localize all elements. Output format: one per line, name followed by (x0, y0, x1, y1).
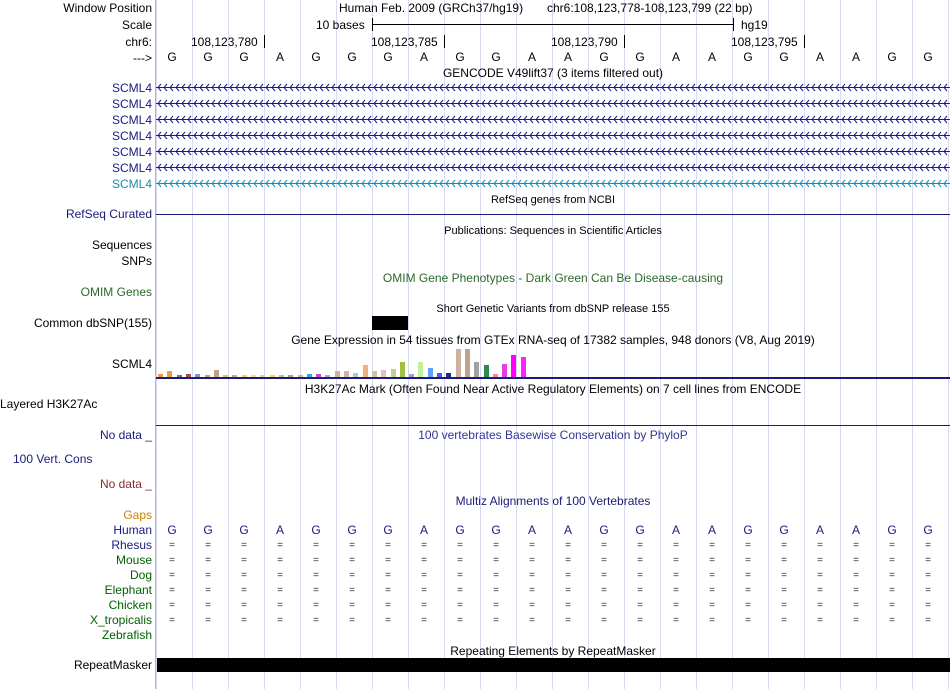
multiz-match-symbol: = (349, 570, 355, 581)
multiz-match-symbol: = (709, 585, 715, 596)
refseq-track-title: RefSeq genes from NCBI (490, 194, 616, 206)
multiz-match-symbol: = (349, 555, 355, 566)
multiz-match-symbol: = (817, 600, 823, 611)
gencode-gene-label[interactable]: SCML4 (111, 129, 152, 143)
base-letter: G (779, 50, 789, 64)
multiz-match-symbol: = (781, 570, 787, 581)
base-letter: A (707, 50, 716, 64)
multiz-match-symbol: = (313, 600, 319, 611)
gtex-tissue-bar[interactable] (391, 369, 396, 377)
multiz-match-symbol: = (493, 585, 499, 596)
ruler-position: 108,123,795 (731, 35, 798, 49)
multiz-match-symbol: = (781, 615, 787, 626)
gtex-tissue-bar[interactable] (511, 355, 516, 377)
multiz-match-symbol: = (169, 555, 175, 566)
multiz-match-symbol: = (817, 540, 823, 551)
multiz-match-symbol: = (709, 570, 715, 581)
gencode-gene-label[interactable]: SCML4 (111, 145, 152, 159)
multiz-match-symbol: = (925, 585, 931, 596)
gtex-tissue-bar[interactable] (465, 349, 470, 377)
multiz-match-symbol: = (781, 600, 787, 611)
multiz-gaps-label: Gaps (123, 508, 152, 522)
ruler-position: 108,123,790 (551, 35, 618, 49)
base-letter: A (527, 50, 536, 64)
repeatmasker-track-title: Repeating Elements by RepeatMasker (450, 644, 656, 658)
multiz-match-symbol: = (241, 570, 247, 581)
gtex-bar-chart[interactable] (156, 347, 950, 377)
multiz-match-symbol: = (313, 615, 319, 626)
multiz-match-symbol: = (853, 570, 859, 581)
multiz-match-symbol: = (529, 600, 535, 611)
multiz-match-symbol: = (457, 555, 463, 566)
multiz-match-symbol: = (889, 570, 895, 581)
multiz-human-base: G (455, 523, 465, 537)
multiz-match-symbol: = (709, 555, 715, 566)
repeatmasker-label[interactable]: RepeatMasker (73, 658, 152, 672)
gencode-gene-label[interactable]: SCML4 (111, 113, 152, 127)
multiz-match-symbol: = (853, 615, 859, 626)
multiz-match-symbol: = (565, 555, 571, 566)
multiz-species-label[interactable]: Elephant (104, 583, 152, 597)
multiz-match-symbol: = (421, 555, 427, 566)
multiz-match-symbol: = (277, 555, 283, 566)
multiz-species-label[interactable]: Zebrafish (101, 628, 152, 642)
multiz-human-base: A (563, 523, 572, 537)
multiz-match-symbol: = (169, 585, 175, 596)
omim-label[interactable]: OMIM Genes (80, 285, 152, 299)
base-letter: G (635, 50, 645, 64)
base-letter: G (239, 50, 249, 64)
multiz-species-label[interactable]: Mouse (115, 553, 152, 567)
h3k27ac-track-title: H3K27Ac Mark (Often Found Near Active Regulatory Elements) on 7 cell lines from ENCODE (304, 382, 802, 396)
multiz-match-symbol: = (529, 555, 535, 566)
multiz-match-symbol: = (781, 555, 787, 566)
gencode-gene-label[interactable]: SCML4 (111, 177, 152, 191)
multiz-match-symbol: = (745, 570, 751, 581)
multiz-species-label[interactable]: Dog (129, 568, 152, 582)
coordinate-text: chr6:108,123,778-108,123,799 (22 bp) (547, 1, 753, 15)
multiz-match-symbol: = (889, 555, 895, 566)
multiz-human-base: A (275, 523, 284, 537)
ruler-position: 108,123,780 (191, 35, 258, 49)
multiz-match-symbol: = (385, 570, 391, 581)
multiz-match-symbol: = (925, 600, 931, 611)
multiz-human-base: G (167, 523, 177, 537)
chrom-label: chr6: (125, 35, 152, 49)
multiz-human-base: G (887, 523, 897, 537)
multiz-match-symbol: = (457, 615, 463, 626)
multiz-match-symbol: = (277, 615, 283, 626)
base-letter: G (203, 50, 213, 64)
multiz-match-symbol: = (169, 615, 175, 626)
multiz-match-symbol: = (565, 540, 571, 551)
multiz-match-symbol: = (601, 555, 607, 566)
multiz-match-symbol: = (673, 555, 679, 566)
multiz-match-symbol: = (493, 570, 499, 581)
multiz-human-base: A (419, 523, 428, 537)
multiz-match-symbol: = (313, 555, 319, 566)
phylop-nodata-top: No data _ (99, 428, 152, 442)
base-letter: A (815, 50, 824, 64)
multiz-match-symbol: = (493, 615, 499, 626)
gencode-gene-label[interactable]: SCML4 (111, 161, 152, 175)
multiz-match-symbol: = (529, 540, 535, 551)
multiz-match-symbol: = (205, 570, 211, 581)
multiz-match-symbol: = (817, 570, 823, 581)
phylop-nodata-bottom: No data _ (99, 477, 152, 491)
gtex-tissue-bar[interactable] (363, 365, 368, 377)
ruler-position: 108,123,785 (371, 35, 438, 49)
multiz-match-symbol: = (385, 540, 391, 551)
base-letter: G (923, 50, 933, 64)
multiz-match-symbol: = (817, 585, 823, 596)
window-position-label: Window Position (63, 1, 152, 15)
multiz-match-symbol: = (565, 615, 571, 626)
multiz-species-label[interactable]: X_tropicalis (89, 613, 152, 627)
gencode-gene-line[interactable] (156, 163, 950, 172)
multiz-match-symbol: = (637, 585, 643, 596)
multiz-match-symbol: = (709, 600, 715, 611)
gtex-tissue-bar[interactable] (474, 362, 479, 377)
gencode-gene-line[interactable] (156, 83, 950, 92)
multiz-match-symbol: = (889, 615, 895, 626)
gencode-gene-line[interactable] (156, 99, 950, 108)
gencode-gene-line[interactable] (156, 131, 950, 140)
base-letter: A (851, 50, 860, 64)
multiz-match-symbol: = (349, 615, 355, 626)
h3k27ac-label[interactable]: Layered H3K27Ac (0, 397, 98, 411)
multiz-match-symbol: = (745, 600, 751, 611)
multiz-match-symbol: = (745, 540, 751, 551)
gencode-gene-line[interactable] (156, 115, 950, 124)
gtex-label[interactable]: SCML4 (111, 357, 152, 371)
multiz-match-symbol: = (853, 600, 859, 611)
gencode-gene-label[interactable]: SCML4 (111, 97, 152, 111)
multiz-match-symbol: = (709, 615, 715, 626)
base-letter: G (491, 50, 501, 64)
multiz-match-symbol: = (241, 615, 247, 626)
multiz-match-symbol: = (349, 585, 355, 596)
multiz-species-label[interactable]: Rhesus (111, 538, 152, 552)
base-letter: G (311, 50, 321, 64)
multiz-match-symbol: = (601, 570, 607, 581)
base-letter: A (563, 50, 572, 64)
base-letter: A (671, 50, 680, 64)
multiz-match-symbol: = (385, 600, 391, 611)
repeatmasker-block[interactable] (157, 658, 950, 672)
gencode-track-title: GENCODE V49lift37 (3 items filtered out) (442, 66, 664, 80)
refseq-label[interactable]: RefSeq Curated (65, 207, 152, 221)
multiz-match-symbol: = (493, 540, 499, 551)
multiz-human-base: G (239, 523, 249, 537)
gtex-baseline (156, 377, 950, 379)
scale-bar-start (372, 18, 373, 31)
base-letter: G (347, 50, 357, 64)
multiz-match-symbol: = (853, 585, 859, 596)
multiz-match-symbol: = (853, 555, 859, 566)
multiz-match-symbol: = (637, 600, 643, 611)
multiz-match-symbol: = (205, 600, 211, 611)
multiz-match-symbol: = (205, 555, 211, 566)
ruler-tick (264, 35, 265, 48)
multiz-match-symbol: = (457, 585, 463, 596)
gtex-tissue-bar[interactable] (418, 362, 423, 377)
ruler-tick (804, 35, 805, 48)
scale-db: hg19 (741, 18, 768, 32)
multiz-human-base: A (707, 523, 716, 537)
multiz-match-symbol: = (277, 540, 283, 551)
multiz-match-symbol: = (673, 570, 679, 581)
multiz-human-base: G (923, 523, 933, 537)
multiz-match-symbol: = (205, 585, 211, 596)
multiz-match-symbol: = (601, 600, 607, 611)
multiz-match-symbol: = (637, 615, 643, 626)
multiz-match-symbol: = (745, 615, 751, 626)
multiz-human-base: G (635, 523, 645, 537)
publications-label[interactable]: Sequences (91, 238, 152, 252)
ruler-tick (444, 35, 445, 48)
multiz-match-symbol: = (421, 600, 427, 611)
multiz-match-symbol: = (889, 540, 895, 551)
multiz-match-symbol: = (385, 555, 391, 566)
multiz-human-base: G (311, 523, 321, 537)
multiz-human-base: A (671, 523, 680, 537)
base-letter: G (743, 50, 753, 64)
multiz-match-symbol: = (925, 615, 931, 626)
gtex-track-title: Gene Expression in 54 tissues from GTEx RNA-seq of 17382 samples, 948 donors (V8, Aug 2019) (291, 333, 815, 347)
gencode-gene-label[interactable]: SCML4 (111, 81, 152, 95)
base-letter: G (167, 50, 177, 64)
gtex-tissue-bar[interactable] (400, 362, 405, 377)
dbsnp-label[interactable]: Common dbSNP(155) (33, 316, 152, 330)
multiz-match-symbol: = (493, 600, 499, 611)
multiz-match-symbol: = (349, 540, 355, 551)
multiz-match-symbol: = (421, 585, 427, 596)
multiz-match-symbol: = (601, 615, 607, 626)
multiz-match-symbol: = (637, 540, 643, 551)
multiz-match-symbol: = (817, 615, 823, 626)
multiz-match-symbol: = (169, 540, 175, 551)
scale-bar-end (733, 18, 734, 31)
publications-track-title: Publications: Sequences in Scientific Articles (444, 225, 662, 237)
multiz-match-symbol: = (925, 540, 931, 551)
multiz-match-symbol: = (925, 570, 931, 581)
gtex-tissue-bar[interactable] (484, 365, 489, 377)
multiz-match-symbol: = (313, 585, 319, 596)
scale-bar (372, 24, 734, 25)
strand-arrow-label: ---> (133, 51, 152, 65)
base-letter: G (383, 50, 393, 64)
refseq-line[interactable] (156, 214, 950, 215)
multiz-match-symbol: = (817, 555, 823, 566)
multiz-match-symbol: = (637, 555, 643, 566)
multiz-match-symbol: = (709, 540, 715, 551)
dbsnp-track-title: Short Genetic Variants from dbSNP release 155 (436, 303, 670, 315)
multiz-match-symbol: = (529, 570, 535, 581)
base-letter: A (419, 50, 428, 64)
omim-track-title: OMIM Gene Phenotypes - Dark Green Can Be Disease-causing (382, 271, 724, 285)
base-letter: G (599, 50, 609, 64)
multiz-match-symbol: = (673, 540, 679, 551)
multiz-match-symbol: = (637, 570, 643, 581)
multiz-match-symbol: = (421, 615, 427, 626)
multiz-match-symbol: = (241, 585, 247, 596)
multiz-match-symbol: = (457, 600, 463, 611)
multiz-human-base: G (383, 523, 393, 537)
multiz-match-symbol: = (169, 570, 175, 581)
multiz-human-base: G (203, 523, 213, 537)
multiz-track-title: Multiz Alignments of 100 Vertebrates (455, 494, 651, 508)
multiz-match-symbol: = (241, 600, 247, 611)
scale-text: 10 bases (316, 18, 365, 32)
phylop-label[interactable]: 100 Vert. Cons (13, 452, 93, 466)
multiz-match-symbol: = (925, 555, 931, 566)
gencode-gene-line[interactable] (156, 179, 950, 188)
multiz-match-symbol: = (313, 570, 319, 581)
gtex-tissue-bar[interactable] (428, 368, 433, 377)
multiz-species-label[interactable]: Human (113, 523, 152, 537)
multiz-match-symbol: = (673, 615, 679, 626)
multiz-match-symbol: = (745, 555, 751, 566)
ruler-tick (624, 35, 625, 48)
multiz-match-symbol: = (889, 585, 895, 596)
base-letter: G (887, 50, 897, 64)
multiz-match-symbol: = (529, 585, 535, 596)
multiz-match-symbol: = (385, 585, 391, 596)
multiz-human-base: G (599, 523, 609, 537)
multiz-match-symbol: = (889, 600, 895, 611)
multiz-match-symbol: = (241, 555, 247, 566)
multiz-match-symbol: = (277, 570, 283, 581)
multiz-human-base: A (527, 523, 536, 537)
multiz-match-symbol: = (565, 600, 571, 611)
multiz-match-symbol: = (313, 540, 319, 551)
multiz-match-symbol: = (277, 585, 283, 596)
multiz-match-symbol: = (673, 585, 679, 596)
multiz-match-symbol: = (349, 600, 355, 611)
multiz-match-symbol: = (493, 555, 499, 566)
gtex-tissue-bar[interactable] (521, 357, 526, 377)
multiz-match-symbol: = (421, 540, 427, 551)
multiz-match-symbol: = (457, 570, 463, 581)
multiz-match-symbol: = (781, 585, 787, 596)
gtex-tissue-bar[interactable] (381, 370, 386, 377)
multiz-match-symbol: = (457, 540, 463, 551)
base-letter: G (455, 50, 465, 64)
multiz-match-symbol: = (205, 615, 211, 626)
assembly-text: Human Feb. 2009 (GRCh37/hg19) (339, 1, 524, 15)
multiz-match-symbol: = (673, 600, 679, 611)
multiz-human-base: G (491, 523, 501, 537)
multiz-match-symbol: = (277, 600, 283, 611)
multiz-human-base: A (851, 523, 860, 537)
scale-label: Scale (121, 18, 152, 32)
dbsnp-variant-block[interactable] (372, 316, 408, 330)
multiz-human-base: G (779, 523, 789, 537)
multiz-match-symbol: = (781, 540, 787, 551)
multiz-match-symbol: = (529, 615, 535, 626)
multiz-match-symbol: = (385, 615, 391, 626)
multiz-match-symbol: = (565, 585, 571, 596)
multiz-match-symbol: = (241, 540, 247, 551)
gencode-gene-line[interactable] (156, 147, 950, 156)
h3k27ac-baseline (156, 425, 950, 426)
multiz-match-symbol: = (205, 540, 211, 551)
multiz-human-base: G (743, 523, 753, 537)
base-letter: A (275, 50, 284, 64)
multiz-human-base: G (347, 523, 357, 537)
multiz-match-symbol: = (601, 585, 607, 596)
gtex-tissue-bar[interactable] (456, 349, 461, 377)
multiz-match-symbol: = (853, 540, 859, 551)
phylop-track-title: 100 vertebrates Basewise Conservation by PhyloP (418, 428, 688, 442)
multiz-species-label[interactable]: Chicken (108, 598, 152, 612)
gtex-tissue-bar[interactable] (502, 364, 507, 377)
multiz-match-symbol: = (421, 570, 427, 581)
multiz-match-symbol: = (169, 600, 175, 611)
multiz-human-base: A (815, 523, 824, 537)
multiz-match-symbol: = (565, 570, 571, 581)
snps-label[interactable]: SNPs (121, 254, 152, 268)
multiz-match-symbol: = (601, 540, 607, 551)
gtex-tissue-bar[interactable] (214, 370, 219, 377)
multiz-match-symbol: = (745, 585, 751, 596)
